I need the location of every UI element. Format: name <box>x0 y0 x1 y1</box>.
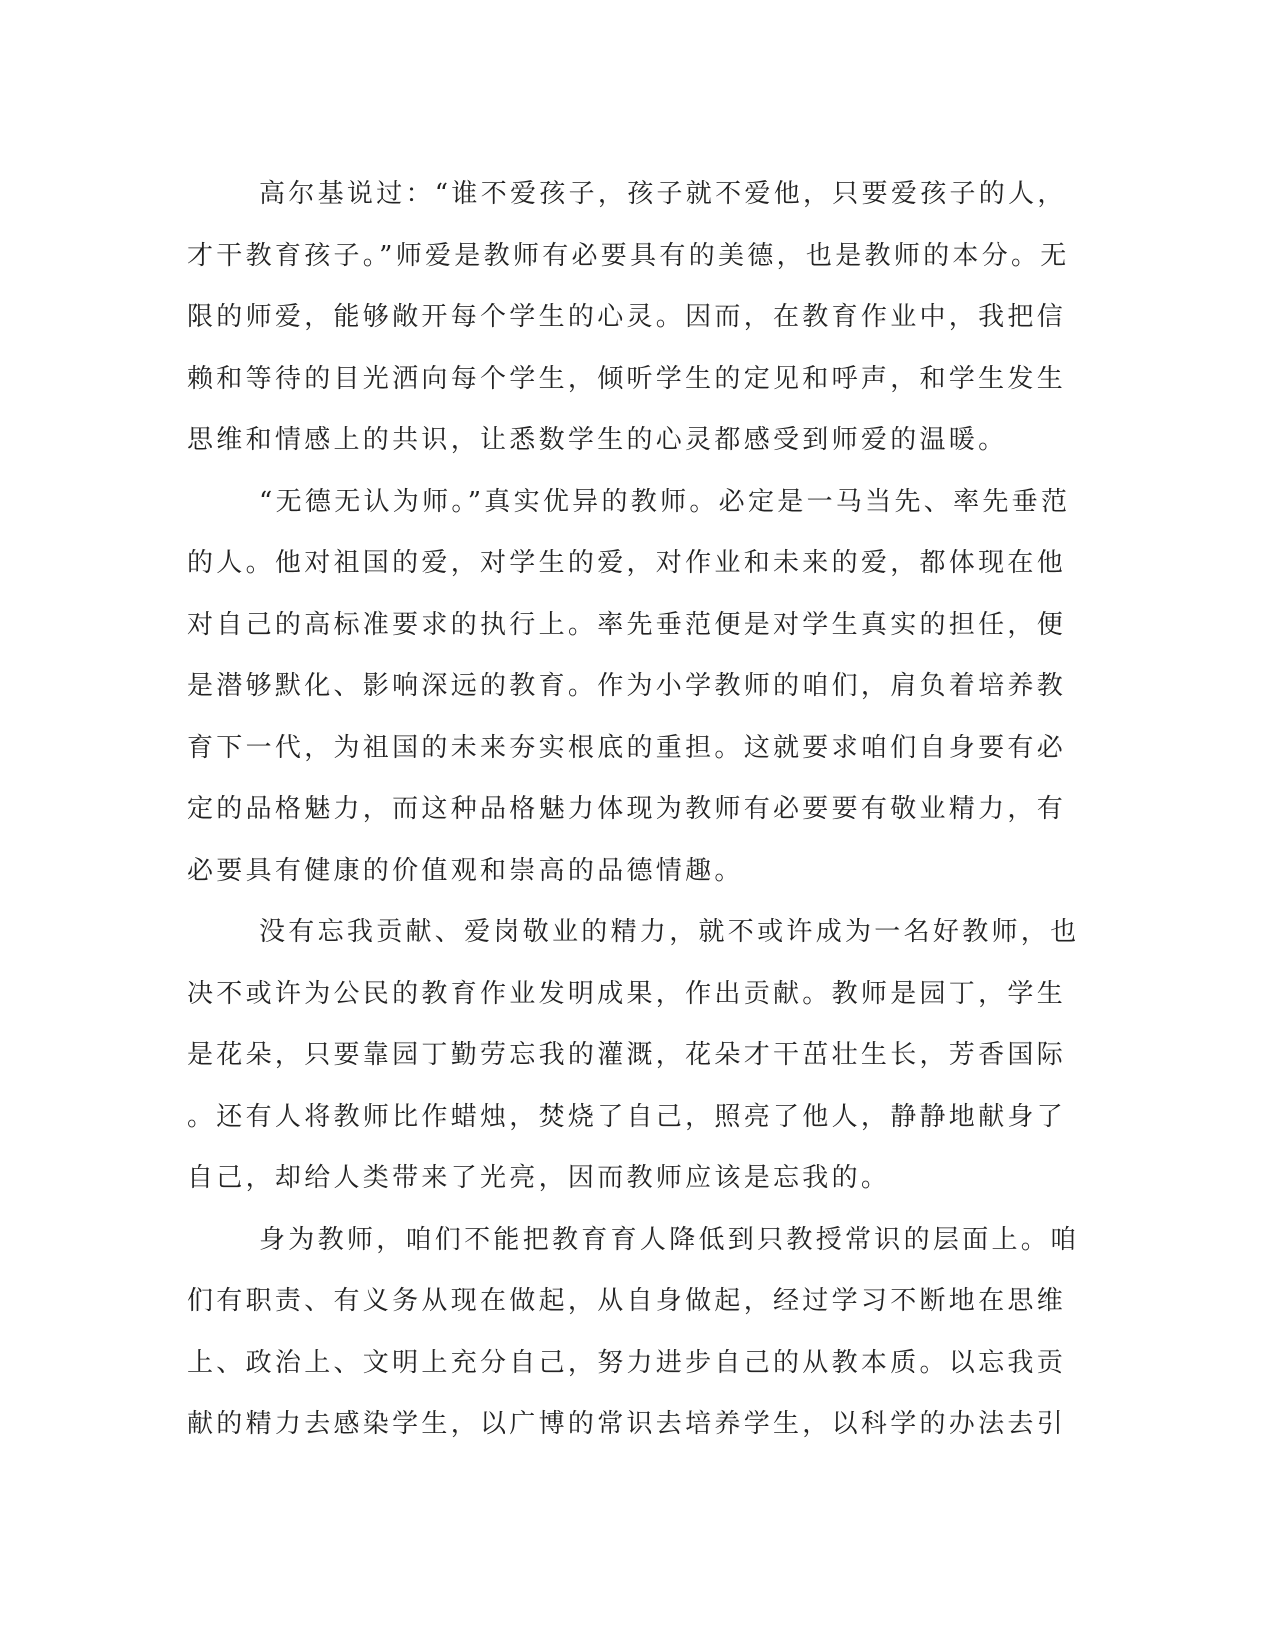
text-line: 才干教育孩子。”师爱是教师有必要具有的美德，也是教师的本分。无 <box>187 240 1070 271</box>
text-line: 高尔基说过：“谁不爱孩子，孩子就不爱他，只要爱孩子的人， <box>259 179 1067 209</box>
text-line: 是花朵，只要靠园丁勤劳忘我的灌溉，花朵才干茁壮生长，芳香国际 <box>187 1040 1067 1070</box>
paragraph <box>187 164 1072 472</box>
text-line: 上、政治上、文明上充分自己，努力进步自己的从教本质。以忘我贡 <box>187 1347 1067 1378</box>
text-line: 是潜够默化、影响深远的教育。作为小学教师的咱们，肩负着培养教 <box>187 671 1067 701</box>
text-line: 献的精力去感染学生，以广博的常识去培养学生，以科学的办法去引 <box>187 1409 1067 1439</box>
text-line: 育下一代，为祖国的未来夯实根底的重担。这就要求咱们自身要有必 <box>187 732 1067 763</box>
text-line: 。还有人将教师比作蜡烛，焚烧了自己，照亮了他人，静静地献身了 <box>187 1101 1067 1132</box>
text-line: 自己，却给人类带来了光亮，因而教师应该是忘我的。 <box>187 1163 891 1193</box>
text-line: 们有职责、有义务从现在做起，从自身做起，经过学习不断地在思维 <box>187 1286 1067 1316</box>
text-line: 限的师爱，能够敞开每个学生的心灵。因而，在教育作业中，我把信 <box>187 302 1067 332</box>
paragraph <box>187 902 1080 1210</box>
text-line: 必要具有健康的价值观和崇高的品德情趣。 <box>187 855 744 886</box>
text-line: 身为教师，咱们不能把教育育人降低到只教授常识的层面上。咱 <box>259 1224 1080 1255</box>
text-line: 赖和等待的目光洒向每个学生，倾听学生的定见和呼声，和学生发生 <box>187 363 1067 394</box>
text-line: 没有忘我贡献、爱岗敬业的精力，就不或许成为一名好教师，也 <box>259 917 1080 947</box>
paragraph <box>187 472 1072 903</box>
text-line: 对自己的高标准要求的执行上。率先垂范便是对学生真实的担任，便 <box>187 609 1067 640</box>
text-line: 思维和情感上的共识，让悉数学生的心灵都感受到师爱的温暖。 <box>187 425 1008 455</box>
text-line: “无德无认为师。”真实优异的教师。必定是一马当先、率先垂范 <box>259 486 1071 517</box>
text-line: 的人。他对祖国的爱，对学生的爱，对作业和未来的爱，都体现在他 <box>187 548 1067 578</box>
paragraph <box>187 1210 1080 1456</box>
text-line: 定的品格魅力，而这种品格魅力体现为教师有必要要有敬业精力，有 <box>187 794 1067 824</box>
document-body <box>187 164 1080 1456</box>
text-line: 决不或许为公民的教育作业发明成果，作出贡献。教师是园丁，学生 <box>187 978 1067 1009</box>
